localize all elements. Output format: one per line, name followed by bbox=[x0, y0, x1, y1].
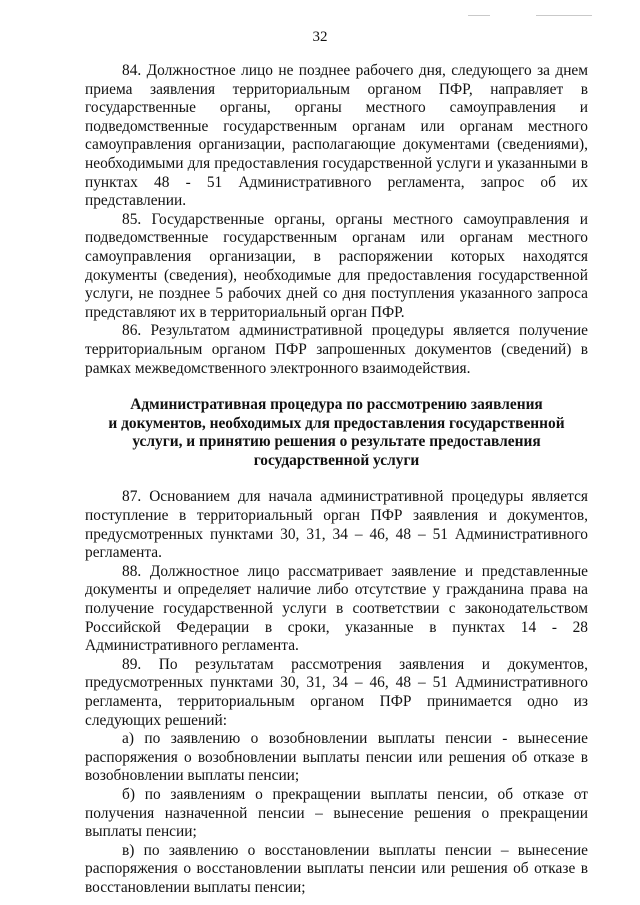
paragraph-87: 87. Основанием для начала административной процедуры является поступление в территориальный орган ПФР заявления и документов, предусмотренных пунктами 30, 31, 34 – 46, 48 – 51 Административного регламента. bbox=[85, 488, 588, 562]
paragraph-88: 88. Должностное лицо рассматривает заявление и представленные документы и определяет наличие либо отсутствие у гражданина права на получение государственной услуги в соответствии с законодательством Российской Федерации в сроки, указанные в пунктах 14 - 28 Административного регламента. bbox=[85, 562, 588, 655]
paragraph-84: 84. Должностное лицо не позднее рабочего дня, следующего за днем приема заявления территориальным органом ПФР, направляет в государственные органы, органы местного самоуправления и подведомственные государственным органам или органам местного самоуправления организации, располагающие документами (сведениями), необходимыми для предоставления государственной услуги и указанными в пунктах 48 - 51 Административного регламента, запрос об их представлении. bbox=[85, 62, 588, 210]
paragraph-86: 86. Результатом административной процедуры является получение территориальным органом ПФР запрошенных документов (сведений) в рамках межведомственного электронного взаимодействия. bbox=[85, 322, 588, 377]
paragraph-89-item-a: а) по заявлению о возобновлении выплаты пенсии - вынесение распоряжения о возобновлении выплаты пенсии или решения об отказе в возобновлении выплаты пенсии; bbox=[85, 730, 588, 785]
section-heading-line: и документов, необходимых для предоставления государственной bbox=[108, 414, 565, 432]
page-number: 32 bbox=[312, 29, 328, 45]
section-heading-line: услуги, и принятию решения о результате предоставления bbox=[132, 433, 541, 451]
scan-artifact bbox=[536, 15, 592, 16]
paragraph-85: 85. Государственные органы, органы местного самоуправления и подведомственные государственным органам или органам местного самоуправления организации, в распоряжении которых находятся документы (сведения), необходимые для предоставления государственной услуги, не позднее 5 рабочих дней со дня поступления указанного запроса представляют их в территориальный орган ПФР. bbox=[85, 210, 588, 321]
section-heading-line: Административная процедура по рассмотрению заявления bbox=[130, 396, 543, 414]
scan-artifact bbox=[468, 15, 490, 16]
paragraph-89-item-c: в) по заявлению о восстановлении выплаты пенсии – вынесение распоряжения о восстановлении выплаты пенсии или решения об отказе в восстановлении выплаты пенсии; bbox=[85, 841, 588, 896]
paragraph-89: 89. По результатам рассмотрения заявления и документов, предусмотренных пунктами 30, 31, 34 – 46, 48 – 51 Административного регламента, территориальным органом ПФР принимается одно из следующих решений: bbox=[85, 655, 588, 729]
section-heading bbox=[85, 396, 588, 470]
document-body bbox=[85, 62, 588, 898]
paragraph-89-item-b: б) по заявлениям о прекращении выплаты пенсии, об отказе от получения назначенной пенсии – вынесение решения о прекращении выплаты пенсии; bbox=[85, 785, 588, 841]
section-heading-line: государственной услуги bbox=[253, 451, 420, 469]
